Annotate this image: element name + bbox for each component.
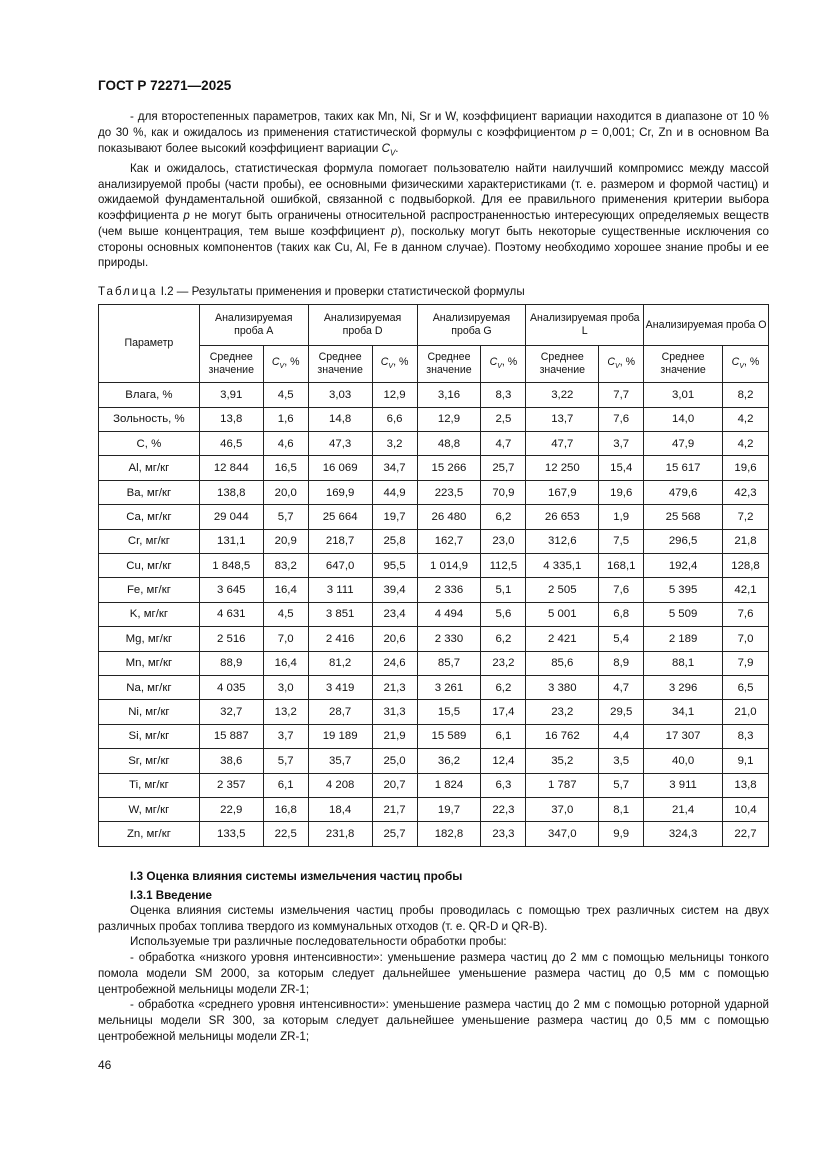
table-cell: 20,0 <box>263 480 308 504</box>
table-cell: 5,7 <box>263 505 308 529</box>
table-cell: 8,2 <box>723 383 769 407</box>
table-row <box>99 627 769 651</box>
table-cell: 4 208 <box>308 773 372 797</box>
table-cell: 7,9 <box>723 651 769 675</box>
table-cell: 21,0 <box>723 700 769 724</box>
table-cell: 14,0 <box>644 407 723 431</box>
table-cell: 19,6 <box>723 456 769 480</box>
header-mean: Среднее значение <box>526 346 599 383</box>
table-cell: 29 044 <box>199 505 263 529</box>
cv-unit: , % <box>619 355 636 368</box>
table-cell: 162,7 <box>417 529 481 553</box>
table-cell: 39,4 <box>372 578 417 602</box>
table-row <box>99 773 769 797</box>
table-cell: 3,22 <box>526 383 599 407</box>
table-cell: 19 189 <box>308 724 372 748</box>
table-cell: 4,7 <box>599 675 644 699</box>
row-param: Ba, мг/кг <box>99 480 200 504</box>
table-cell: 20,7 <box>372 773 417 797</box>
table-cell: 15 617 <box>644 456 723 480</box>
table-cell: 32,7 <box>199 700 263 724</box>
table-row <box>99 456 769 480</box>
table-row <box>99 749 769 773</box>
table-body <box>99 383 769 846</box>
row-param: Mg, мг/кг <box>99 627 200 651</box>
header-cv <box>481 346 526 383</box>
table-cell: 31,3 <box>372 700 417 724</box>
section-heading: I.3 Оценка влияния системы измельчения частиц пробы <box>130 868 463 883</box>
table-cell: 296,5 <box>644 529 723 553</box>
header-mean: Среднее значение <box>644 346 723 383</box>
table-cell: 48,8 <box>417 432 481 456</box>
table-cell: 25 568 <box>644 505 723 529</box>
table-cell: 8,1 <box>599 797 644 821</box>
table-cell: 4 631 <box>199 602 263 626</box>
subsection-heading: I.3.1 Введение <box>130 888 212 902</box>
table-cell: 4,4 <box>599 724 644 748</box>
table-cell: 25,0 <box>372 749 417 773</box>
table-cell: 17,4 <box>481 700 526 724</box>
table-cell: 5,6 <box>481 602 526 626</box>
table-row <box>99 797 769 821</box>
table-cell: 23,2 <box>481 651 526 675</box>
table-cell: 13,8 <box>723 773 769 797</box>
table-cell: 38,6 <box>199 749 263 773</box>
header-mean: Среднее значение <box>199 346 263 383</box>
table-cell: 9,9 <box>599 822 644 846</box>
table-cell: 23,2 <box>526 700 599 724</box>
table-cell: 3 851 <box>308 602 372 626</box>
table-cell: 42,3 <box>723 480 769 504</box>
table-cell: 85,7 <box>417 651 481 675</box>
row-param: Ni, мг/кг <box>99 700 200 724</box>
page-number: 46 <box>98 1058 112 1072</box>
intro-paragraph-1 <box>98 109 769 161</box>
table-cell: 192,4 <box>644 554 723 578</box>
row-param: Zn, мг/кг <box>99 822 200 846</box>
table-cell: 46,5 <box>199 432 263 456</box>
table-row <box>99 407 769 431</box>
row-param: Si, мг/кг <box>99 724 200 748</box>
table-cell: 1 787 <box>526 773 599 797</box>
table-cell: 19,7 <box>417 797 481 821</box>
table-cell: 2 416 <box>308 627 372 651</box>
table-cell: 5,7 <box>263 749 308 773</box>
table-cell: 22,7 <box>723 822 769 846</box>
table-cell: 1 014,9 <box>417 554 481 578</box>
table-row <box>99 383 769 407</box>
table-cell: 36,2 <box>417 749 481 773</box>
cv-unit: , % <box>501 355 518 368</box>
table-cell: 3,0 <box>263 675 308 699</box>
table-cell: 47,3 <box>308 432 372 456</box>
cv-unit: , % <box>744 355 760 368</box>
text-run: ), поскольку могут быть некоторые существенные исключения со стороны основных компонентов (таких как Cu, Al, Fe в данном случае). Поэтому необходимо хорошее знание пробы и ее природы. <box>98 224 770 270</box>
table-cell: 16,4 <box>263 651 308 675</box>
table-cell: 3,7 <box>599 432 644 456</box>
table-cell: 22,9 <box>199 797 263 821</box>
table-cell: 29,5 <box>599 700 644 724</box>
table-cell: 3,2 <box>372 432 417 456</box>
row-param: Na, мг/кг <box>99 675 200 699</box>
table-cell: 19,6 <box>599 480 644 504</box>
table-cell: 44,9 <box>372 480 417 504</box>
table-cell: 231,8 <box>308 822 372 846</box>
table-cell: 13,8 <box>199 407 263 431</box>
table-cell: 347,0 <box>526 822 599 846</box>
table-cell: 17 307 <box>644 724 723 748</box>
table-cell: 2 189 <box>644 627 723 651</box>
header-cv <box>599 346 644 383</box>
table-cell: 2 336 <box>417 578 481 602</box>
row-param: Зольность, % <box>99 407 200 431</box>
text-run: . <box>395 141 399 155</box>
table-cell: 168,1 <box>599 554 644 578</box>
table-row <box>99 554 769 578</box>
table-cell: 5 001 <box>526 602 599 626</box>
table-cell: 1 824 <box>417 773 481 797</box>
table-row <box>99 822 769 846</box>
cv-symbol: C <box>271 355 280 368</box>
table-cell: 47,7 <box>526 432 599 456</box>
row-param: Al, мг/кг <box>99 456 200 480</box>
section-paragraph: Оценка влияния системы измельчения частиц пробы проводилась с помощью трех различных систем на двух различных пробах топлива твердого из коммунальных отходов (т. е. QR-D и QR-B). <box>98 903 769 933</box>
table-cell: 70,9 <box>481 480 526 504</box>
header-sample: Анализируемая проба D <box>308 305 417 346</box>
table-cell: 8,9 <box>599 651 644 675</box>
table-cell: 37,0 <box>526 797 599 821</box>
table-cell: 88,9 <box>199 651 263 675</box>
results-table <box>98 304 769 846</box>
table-row <box>99 529 769 553</box>
table-cell: 21,3 <box>372 675 417 699</box>
table-cell: 35,2 <box>526 749 599 773</box>
symbol-p: p <box>183 209 190 223</box>
header-cv <box>723 346 769 383</box>
table-cell: 21,8 <box>723 529 769 553</box>
table-cell: 5 509 <box>644 602 723 626</box>
table-cell: 42,1 <box>723 578 769 602</box>
table-cell: 5,4 <box>599 627 644 651</box>
table-cell: 5,1 <box>481 578 526 602</box>
table-cell: 3,16 <box>417 383 481 407</box>
table-cell: 4,5 <box>263 602 308 626</box>
row-param: Ca, мг/кг <box>99 505 200 529</box>
cv-subscript: V <box>388 362 394 370</box>
table-cell: 15,4 <box>599 456 644 480</box>
table-cell: 182,8 <box>417 822 481 846</box>
table-cell: 6,3 <box>481 773 526 797</box>
table-cell: 6,5 <box>723 675 769 699</box>
cv-subscript: V <box>615 362 620 370</box>
table-cell: 6,6 <box>372 407 417 431</box>
table-cell: 25,7 <box>481 456 526 480</box>
row-param: Fe, мг/кг <box>99 578 200 602</box>
table-cell: 2 505 <box>526 578 599 602</box>
table-cell: 18,4 <box>308 797 372 821</box>
row-param: Cr, мг/кг <box>99 529 200 553</box>
cv-subscript: V <box>279 362 285 370</box>
table-cell: 26 480 <box>417 505 481 529</box>
table-cell: 7,6 <box>723 602 769 626</box>
table-cell: 83,2 <box>263 554 308 578</box>
table-cell: 25,8 <box>372 529 417 553</box>
cv-symbol: C <box>489 355 498 368</box>
table-cell: 3 261 <box>417 675 481 699</box>
table-cell: 10,4 <box>723 797 769 821</box>
table-cell: 88,1 <box>644 651 723 675</box>
row-param: Влага, % <box>99 383 200 407</box>
table-caption <box>98 285 769 298</box>
row-param: C, % <box>99 432 200 456</box>
table-cell: 23,0 <box>481 529 526 553</box>
table-cell: 12,9 <box>417 407 481 431</box>
table-row <box>99 675 769 699</box>
table-cell: 19,7 <box>372 505 417 529</box>
table-cell: 1 848,5 <box>199 554 263 578</box>
table-cell: 6,2 <box>481 505 526 529</box>
table-cell: 647,0 <box>308 554 372 578</box>
table-cell: 15,5 <box>417 700 481 724</box>
table-cell: 2,5 <box>481 407 526 431</box>
text-run: не могут быть ограничены относительной распространенностью интересующих определяемых веществ (чем выше концентрация, тем выше коэффициент <box>98 209 769 238</box>
table-cell: 4,5 <box>263 383 308 407</box>
table-cell: 4,2 <box>723 407 769 431</box>
table-cell: 4,2 <box>723 432 769 456</box>
table-cell: 20,6 <box>372 627 417 651</box>
table-cell: 12 844 <box>199 456 263 480</box>
symbol-cv-sub: V <box>389 147 396 157</box>
symbol-cv: C <box>381 141 390 155</box>
table-cell: 169,9 <box>308 480 372 504</box>
table-cell: 25 664 <box>308 505 372 529</box>
table-cell: 4 494 <box>417 602 481 626</box>
table-cell: 3 380 <box>526 675 599 699</box>
table-cell: 128,8 <box>723 554 769 578</box>
header-sample: Анализируемая проба L <box>526 305 644 346</box>
table-cell: 34,7 <box>372 456 417 480</box>
table-cell: 13,2 <box>263 700 308 724</box>
table-cell: 9,1 <box>723 749 769 773</box>
table-cell: 34,1 <box>644 700 723 724</box>
table-cell: 6,1 <box>481 724 526 748</box>
table-cell: 7,6 <box>599 578 644 602</box>
section-paragraph: Используемые три различные последовательности обработки пробы: <box>130 935 507 949</box>
table-row <box>99 578 769 602</box>
table-cell: 14,8 <box>308 407 372 431</box>
table-cell: 3 419 <box>308 675 372 699</box>
table-cell: 40,0 <box>644 749 723 773</box>
table-cell: 16 762 <box>526 724 599 748</box>
table-cell: 7,7 <box>599 383 644 407</box>
cv-subscript: V <box>739 362 744 370</box>
table-cell: 24,6 <box>372 651 417 675</box>
table-cell: 7,5 <box>599 529 644 553</box>
table-cell: 3,91 <box>199 383 263 407</box>
table-cell: 2 330 <box>417 627 481 651</box>
table-cell: 22,3 <box>481 797 526 821</box>
table-cell: 3 645 <box>199 578 263 602</box>
table-cell: 8,3 <box>481 383 526 407</box>
table-cell: 133,5 <box>199 822 263 846</box>
text-run: Как и ожидалось, статистическая формула помогает пользователю найти наилучший компромисс между массой анализируемой пробы (части пробы), ее основными физическими характеристиками (т. е. размером и формой частиц) и ожидаемой фундаментальной ошибкой, связанной с подвыборкой. Для ее правильного применения критерии выбора коэффициента <box>98 161 769 223</box>
table-cell: 3,01 <box>644 383 723 407</box>
table-cell: 218,7 <box>308 529 372 553</box>
cv-unit: , % <box>284 355 300 368</box>
row-param: Ti, мг/кг <box>99 773 200 797</box>
row-param: Sr, мг/кг <box>99 749 200 773</box>
row-param: Mn, мг/кг <box>99 651 200 675</box>
table-cell: 81,2 <box>308 651 372 675</box>
table-cell: 1,9 <box>599 505 644 529</box>
table-cell: 12 250 <box>526 456 599 480</box>
symbol-p: p <box>391 224 398 238</box>
table-cell: 26 653 <box>526 505 599 529</box>
table-row <box>99 602 769 626</box>
table-cell: 2 516 <box>199 627 263 651</box>
header-sample: Анализируемая проба O <box>644 305 769 346</box>
table-cell: 7,0 <box>723 627 769 651</box>
table-cell: 138,8 <box>199 480 263 504</box>
table-cell: 12,9 <box>372 383 417 407</box>
table-row <box>99 505 769 529</box>
table-cell: 12,4 <box>481 749 526 773</box>
header-param: Параметр <box>99 305 200 383</box>
table-cell: 23,4 <box>372 602 417 626</box>
table-cell: 3,5 <box>599 749 644 773</box>
table-cell: 85,6 <box>526 651 599 675</box>
symbol-p: p <box>580 125 587 139</box>
table-cell: 25,7 <box>372 822 417 846</box>
table-cell: 4 035 <box>199 675 263 699</box>
table-caption-text: I.2 — Результаты применения и проверки статистической формулы <box>157 285 525 299</box>
section-paragraph: - обработка «среднего уровня интенсивности»: уменьшение размера частиц до 2 мм с помощью роторной ударной мельницы модели SR 300, за которым следует дальнейшее уменьшение размера частиц до 0,5 мм с помощью центробежной мельницы модели ZR-1; <box>98 998 769 1044</box>
table-cell: 5 395 <box>644 578 723 602</box>
table-row <box>99 700 769 724</box>
table-cell: 324,3 <box>644 822 723 846</box>
table-row <box>99 651 769 675</box>
table-cell: 312,6 <box>526 529 599 553</box>
table-cell: 479,6 <box>644 480 723 504</box>
table-cell: 13,7 <box>526 407 599 431</box>
table-cell: 95,5 <box>372 554 417 578</box>
table-cell: 3 296 <box>644 675 723 699</box>
table-cell: 4,7 <box>481 432 526 456</box>
table-cell: 21,4 <box>644 797 723 821</box>
table-cell: 4 335,1 <box>526 554 599 578</box>
text-run: - для второстепенных параметров, таких как Mn, Ni, Sr и W, коэффициент вариации находится в диапазоне от 10 % до 30 %, как и ожидалось из применения статистической формулы с коэффициентом <box>98 110 769 139</box>
header-mean: Среднее значение <box>417 346 481 383</box>
table-cell: 16,8 <box>263 797 308 821</box>
table-cell: 167,9 <box>526 480 599 504</box>
table-cell: 15 266 <box>417 456 481 480</box>
cv-subscript: V <box>497 362 502 370</box>
table-cell: 2 421 <box>526 627 599 651</box>
table-cell: 1,6 <box>263 407 308 431</box>
table-cell: 6,1 <box>263 773 308 797</box>
section-paragraph: - обработка «низкого уровня интенсивности»: уменьшение размера частиц до 2 мм с помощью мельницы тонкого помола модели SM 2000, за которым следует дальнейшее уменьшение размера частиц до 0,5 мм с помощью центробежной мельницы модели ZR-1; <box>98 951 769 996</box>
table-cell: 3 111 <box>308 578 372 602</box>
cv-symbol: C <box>731 355 740 368</box>
table-cell: 7,6 <box>599 407 644 431</box>
table-cell: 23,3 <box>481 822 526 846</box>
cv-unit: , % <box>393 355 409 368</box>
table-cell: 223,5 <box>417 480 481 504</box>
table-caption-word: Таблица <box>98 285 158 299</box>
text-run: = 0,001; Cr, Zn и в основном Ba показывают более высокий коэффициент вариации <box>98 125 769 155</box>
table-cell: 16,5 <box>263 456 308 480</box>
table-cell: 7,2 <box>723 505 769 529</box>
row-param: W, мг/кг <box>99 797 200 821</box>
table-cell: 3,7 <box>263 724 308 748</box>
table-cell: 15 589 <box>417 724 481 748</box>
table-cell: 28,7 <box>308 700 372 724</box>
table-row <box>99 724 769 748</box>
table-cell: 3 911 <box>644 773 723 797</box>
table-cell: 3,03 <box>308 383 372 407</box>
document-id: ГОСТ Р 72271—2025 <box>98 78 232 93</box>
header-sample: Анализируемая проба G <box>417 305 526 346</box>
table-header <box>99 305 769 383</box>
table-row <box>99 432 769 456</box>
cv-symbol: C <box>380 355 389 368</box>
table-cell: 21,7 <box>372 797 417 821</box>
header-mean: Среднее значение <box>308 346 372 383</box>
table-cell: 6,2 <box>481 627 526 651</box>
table-cell: 5,7 <box>599 773 644 797</box>
table-cell: 47,9 <box>644 432 723 456</box>
table-cell: 131,1 <box>199 529 263 553</box>
row-param: Cu, мг/кг <box>99 554 200 578</box>
table-cell: 6,2 <box>481 675 526 699</box>
table-cell: 6,8 <box>599 602 644 626</box>
header-cv <box>372 346 417 383</box>
table-cell: 112,5 <box>481 554 526 578</box>
row-param: K, мг/кг <box>99 602 200 626</box>
table-cell: 21,9 <box>372 724 417 748</box>
table-cell: 16 069 <box>308 456 372 480</box>
document-page <box>98 78 769 1045</box>
intro-paragraph-2 <box>98 161 769 272</box>
table-cell: 16,4 <box>263 578 308 602</box>
cv-symbol: C <box>607 355 616 368</box>
table-cell: 8,3 <box>723 724 769 748</box>
table-cell: 22,5 <box>263 822 308 846</box>
header-sample: Анализируемая проба A <box>199 305 308 346</box>
table-cell: 35,7 <box>308 749 372 773</box>
table-cell: 15 887 <box>199 724 263 748</box>
table-cell: 20,9 <box>263 529 308 553</box>
header-cv <box>263 346 308 383</box>
table-cell: 7,0 <box>263 627 308 651</box>
table-cell: 2 357 <box>199 773 263 797</box>
table-row <box>99 480 769 504</box>
table-cell: 4,6 <box>263 432 308 456</box>
